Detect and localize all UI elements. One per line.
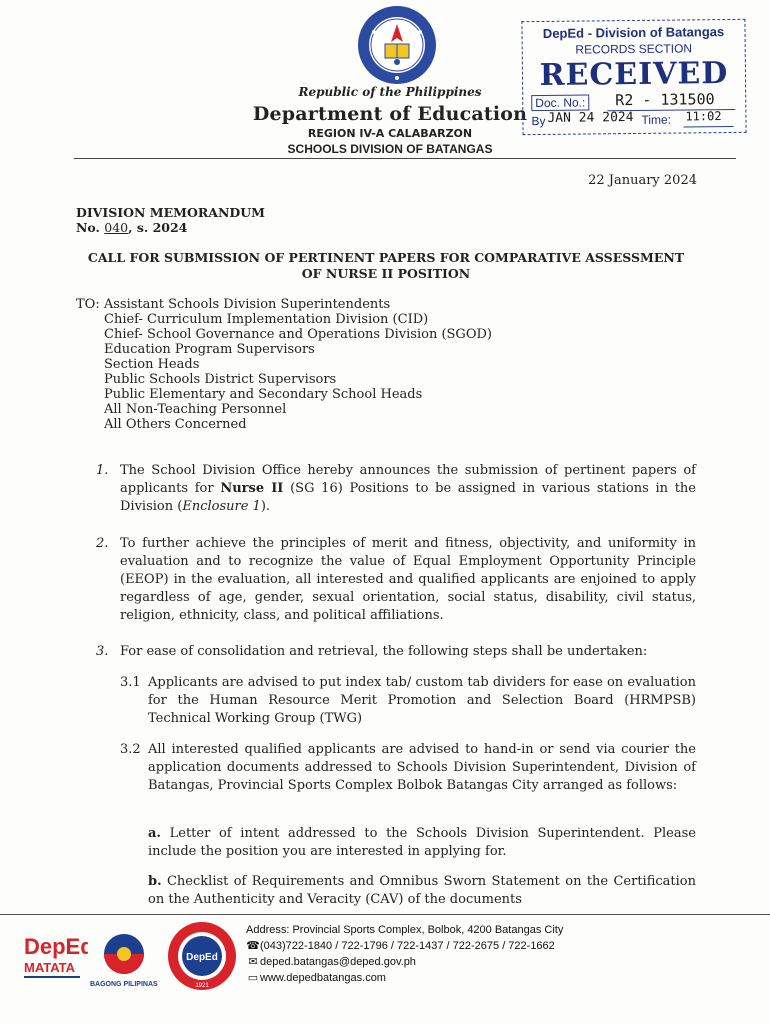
stamp-received-label: RECEIVED <box>539 56 729 93</box>
deped-logo <box>20 928 88 996</box>
footer-email: ✉ deped.batangas@deped.gov.ph <box>246 954 563 970</box>
stamp-office: DepEd - Division of Batangas <box>542 24 725 41</box>
item-label: a. <box>148 826 161 841</box>
stamp-section: RECORDS SECTION <box>575 41 693 57</box>
envelope-icon: ✉ <box>248 956 258 968</box>
recipient-item: Section Heads <box>104 357 200 372</box>
paragraph-number: 1. <box>96 463 109 478</box>
bagong-pilipinas-logo <box>88 930 160 990</box>
paragraph-number: 3. <box>96 644 109 659</box>
footer-website: ▭ www.depedbatangas.com <box>247 972 386 984</box>
header-divider <box>74 158 736 159</box>
paragraph-3: 3. For ease of consolidation and retrieval, the following steps shall be undertaken: <box>96 644 648 659</box>
phone-icon: ☎ <box>246 940 260 952</box>
recipient-item: Public Schools District Supervisors <box>104 372 337 387</box>
footer-address: Address: Provincial Sports Complex, Bolbok, 4200 Batangas City <box>246 924 564 936</box>
paragraph-number: 2. <box>96 536 109 551</box>
paragraph-number: 3.1 <box>120 675 141 690</box>
memo-subject: CALL FOR SUBMISSION OF PERTINENT PAPERS FOR COMPARATIVE ASSESSMENT OF NURSE II POSITION <box>87 250 685 281</box>
division-seal-logo <box>166 920 238 992</box>
svg-text:BAGONG PILIPINAS: BAGONG PILIPINAS <box>90 981 158 988</box>
recipient-item: Chief- School Governance and Operations Division (SGOD) <box>104 327 492 342</box>
recipient-item: Public Elementary and Secondary School Heads <box>104 387 423 402</box>
recipient-item: Assistant Schools Division Superintendents <box>103 297 391 312</box>
paragraph-3-2-b: b. Checklist of Requirements and Omnibus Sworn Statement on the Certification on the Authenticity and Veracity (CAV) of the documents <box>148 874 696 907</box>
received-stamp <box>521 19 746 135</box>
deped-seal-logo <box>356 4 438 86</box>
region-heading: REGION IV-A CALABARZON <box>307 127 473 140</box>
paragraph-number: 3.2 <box>120 742 141 757</box>
paragraph-2: 2. To further achieve the principles of merit and fitness, objectivity, and uniformity in evaluation and to recognize the value of Equal Employment Opportunity Principle (EEOP) in the evaluation, all interested and qualified applicants are enjoined to apply regardless of age, gender, sexual orientation, social status, disability, civil status, religion, ethnicity, class, and political affiliations. <box>96 536 696 623</box>
recipient-item: Chief- Curriculum Implementation Division (CID) <box>104 312 429 327</box>
svg-text:1921: 1921 <box>195 983 209 989</box>
memo-number: No. 040, s. 2024 <box>76 220 188 235</box>
paragraph-3-2-a: a. Letter of intent addressed to the Schools Division Superintendent. Please include the position you are interested in applying for. <box>148 826 696 859</box>
stamp-time-value: 11:02 <box>685 109 722 124</box>
svg-text:DepEd: DepEd <box>186 952 218 963</box>
stamp-time-line <box>684 126 734 128</box>
footer-phone: ☎(043)722-1840 / 722-1796 / 722-1437 / 722-2675 / 722-1662 <box>246 940 555 952</box>
memo-title: DIVISION MEMORANDUM <box>76 205 265 220</box>
paragraph-3-2: 3.2 All interested qualified applicants are advised to hand-in or send via courier the application documents addressed to Schools Division Superintendent, Division of Batangas, Provincial Sports Complex Bolbok Batangas City arranged as follows: <box>120 742 696 793</box>
memo-date: 22 January 2024 <box>588 173 697 188</box>
paragraph-3-1: 3.1 Applicants are advised to put index tab/ custom tab dividers for ease on evaluation for the Human Resource Merit Promotion and Selection Board (HRMPSB) Technical Working Group (TWG) <box>120 675 696 726</box>
memo-number-value: 040 <box>104 220 129 235</box>
monitor-icon: ▭ <box>247 972 259 984</box>
stamp-doc-no-value: R2 - 131500 <box>615 90 715 110</box>
republic-heading: Republic of the Philippines <box>298 85 482 99</box>
to-label: TO: <box>76 297 100 312</box>
division-heading: SCHOOLS DIVISION OF BATANGAS <box>287 142 493 156</box>
recipients-block <box>76 297 492 432</box>
footer-contact <box>246 922 563 986</box>
stamp-by-label: By <box>531 113 546 129</box>
recipient-item: Education Program Supervisors <box>104 342 315 357</box>
item-label: b. <box>148 874 162 889</box>
stamp-doc-no-label: Doc. No.: <box>531 95 589 110</box>
paragraph-1: 1. The School Division Office hereby announces the submission of pertinent papers of applicants for Nurse II (SG 16) Positions to be assigned in various stations in the Division (Enclosure 1). <box>96 463 696 514</box>
recipients-list <box>76 312 492 432</box>
recipient-item: All Others Concerned <box>104 417 247 432</box>
footer-divider <box>0 914 770 915</box>
stamp-date-value: JAN 24 2024 <box>547 110 634 126</box>
svg-text:DepEd: DepEd <box>24 934 88 959</box>
recipient-item: All Non-Teaching Personnel <box>104 402 287 417</box>
stamp-time-label: Time: <box>641 112 672 127</box>
svg-text:MATATA: MATATA <box>24 960 76 975</box>
department-heading: Department of Education <box>252 103 528 125</box>
